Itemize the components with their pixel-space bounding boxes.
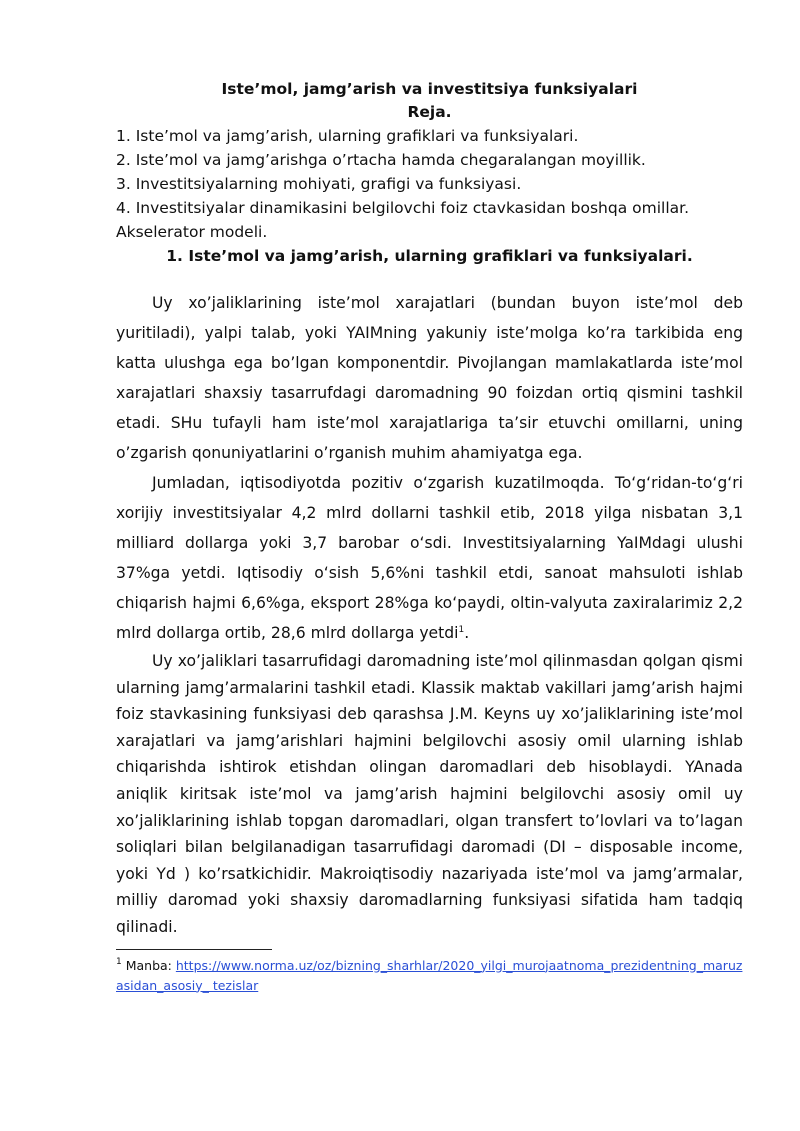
footnote-separator xyxy=(116,949,272,950)
document-page xyxy=(116,78,743,996)
footnote-reference[interactable]: 1 xyxy=(458,625,465,635)
paragraph: Uy xo’jaliklarining iste’mol xarajatlari (bundan buyon iste’mol deb yuritiladi), yalpi talab, yoki YAIMning yakuniy iste’molga ko’ra tarkibida eng katta ulushga ega bo’lgan komponentdir. Pivojlangan mamlakatlarda iste’mol xarajatlari shaxsiy tasarrufdagi daromadning 90 foizdan ortiq qismini tashkil etadi. SHu tufayli ham iste’mol xarajatlariga ta’sir etuvchi omillarni, uning o’zgarish qonuniyatlarini o’rganish muhim ahamiyatga ega. xyxy=(116,294,743,462)
document-title: Iste’mol, jamg’arish va investitsiya funksiyalari xyxy=(221,80,638,98)
paragraph-end: . xyxy=(464,624,470,642)
paragraph: Uy xo’jaliklari tasarrufidagi daromadning iste’mol qilinmasdan qolgan qismi ularning jamg’armalarini tashkil etadi. Klassik maktab vakillari jamg’arish hajmi foiz stavkasining funksiyasi deb qarashsa J.M. Keyns uy xo’jaliklarining iste’mol xarajatlari va jamg’arishlari hajmini belgilovchi asosiy omil ularning ishlab chiqarishda ishtirok etishdan olingan daromadlari deb hisoblaydi. YAnada aniqlik kiritsak iste’mol va jamg’arish hajmini belgilovchi asosiy omil uy xo’jaliklarining ishlab topgan daromadlari, olgan transfert to’lovlari va to’lagan soliqlari bilan belgilanadigan tasarrufidagi daromadi (DI – disposable income, yoki Yd ) ko’rsatkichidir. Makroiqtisodiy nazariyada iste’mol va jamg’armalar, milliy daromad yoki shaxsiy daromadlarning funksiyasi sifatida ham tadqiq qilinadi. xyxy=(116,652,743,936)
plan-item: 1. Iste’mol va jamg’arish, ularning grafiklari va funksiyalari. xyxy=(116,127,579,145)
footnote-label: Manba: xyxy=(121,957,176,973)
plan-heading: Reja. xyxy=(407,103,452,121)
paragraph xyxy=(116,468,743,648)
plan-item: 4. Investitsiyalar dinamikasini belgilovchi foiz ctavkasidan boshqa omillar. Akselerator modeli. xyxy=(116,199,690,241)
section-heading: 1. Iste’mol va jamg’arish, ularning grafiklari va funksiyalari. xyxy=(166,247,693,265)
paragraph-text: Jumladan, iqtisodiyotda pozitiv o‘zgarish kuzatilmoqda. To‘g‘ridan-to‘g‘ri xorijiy investitsiyalar 4,2 mlrd dollarni tashkil etib, 2018 yilga nisbatan 3,1 milliard dollarga yoki 3,7 barobar o‘sdi. Investitsiyalarning YaIMdagi ulushi 37%ga yetdi. Iqtisodiy o‘sish 5,6%ni tashkil etdi, sanoat mahsuloti ishlab chiqarish hajmi 6,6%ga, eksport 28%ga ko‘paydi, oltin-valyuta zaxiralarimiz 2,2 mlrd dollarga ortib, 28,6 mlrd dollarga yetdi xyxy=(116,474,743,642)
footnote-link[interactable]: https://www.norma.uz/oz/bizning_sharhlar/2020_yilgi_murojaatnoma_prezidentning_maruzasidan_asosiy_ tezislar xyxy=(116,957,743,993)
footnote xyxy=(116,956,743,996)
footnote-mark: 1 xyxy=(116,956,122,967)
plan-item: 2. Iste’mol va jamg’arishga o’rtacha hamda chegaralangan moyillik. xyxy=(116,151,646,169)
plan-list xyxy=(116,124,743,244)
plan-item: 3. Investitsiyalarning mohiyati, grafigi va funksiyasi. xyxy=(116,175,522,193)
